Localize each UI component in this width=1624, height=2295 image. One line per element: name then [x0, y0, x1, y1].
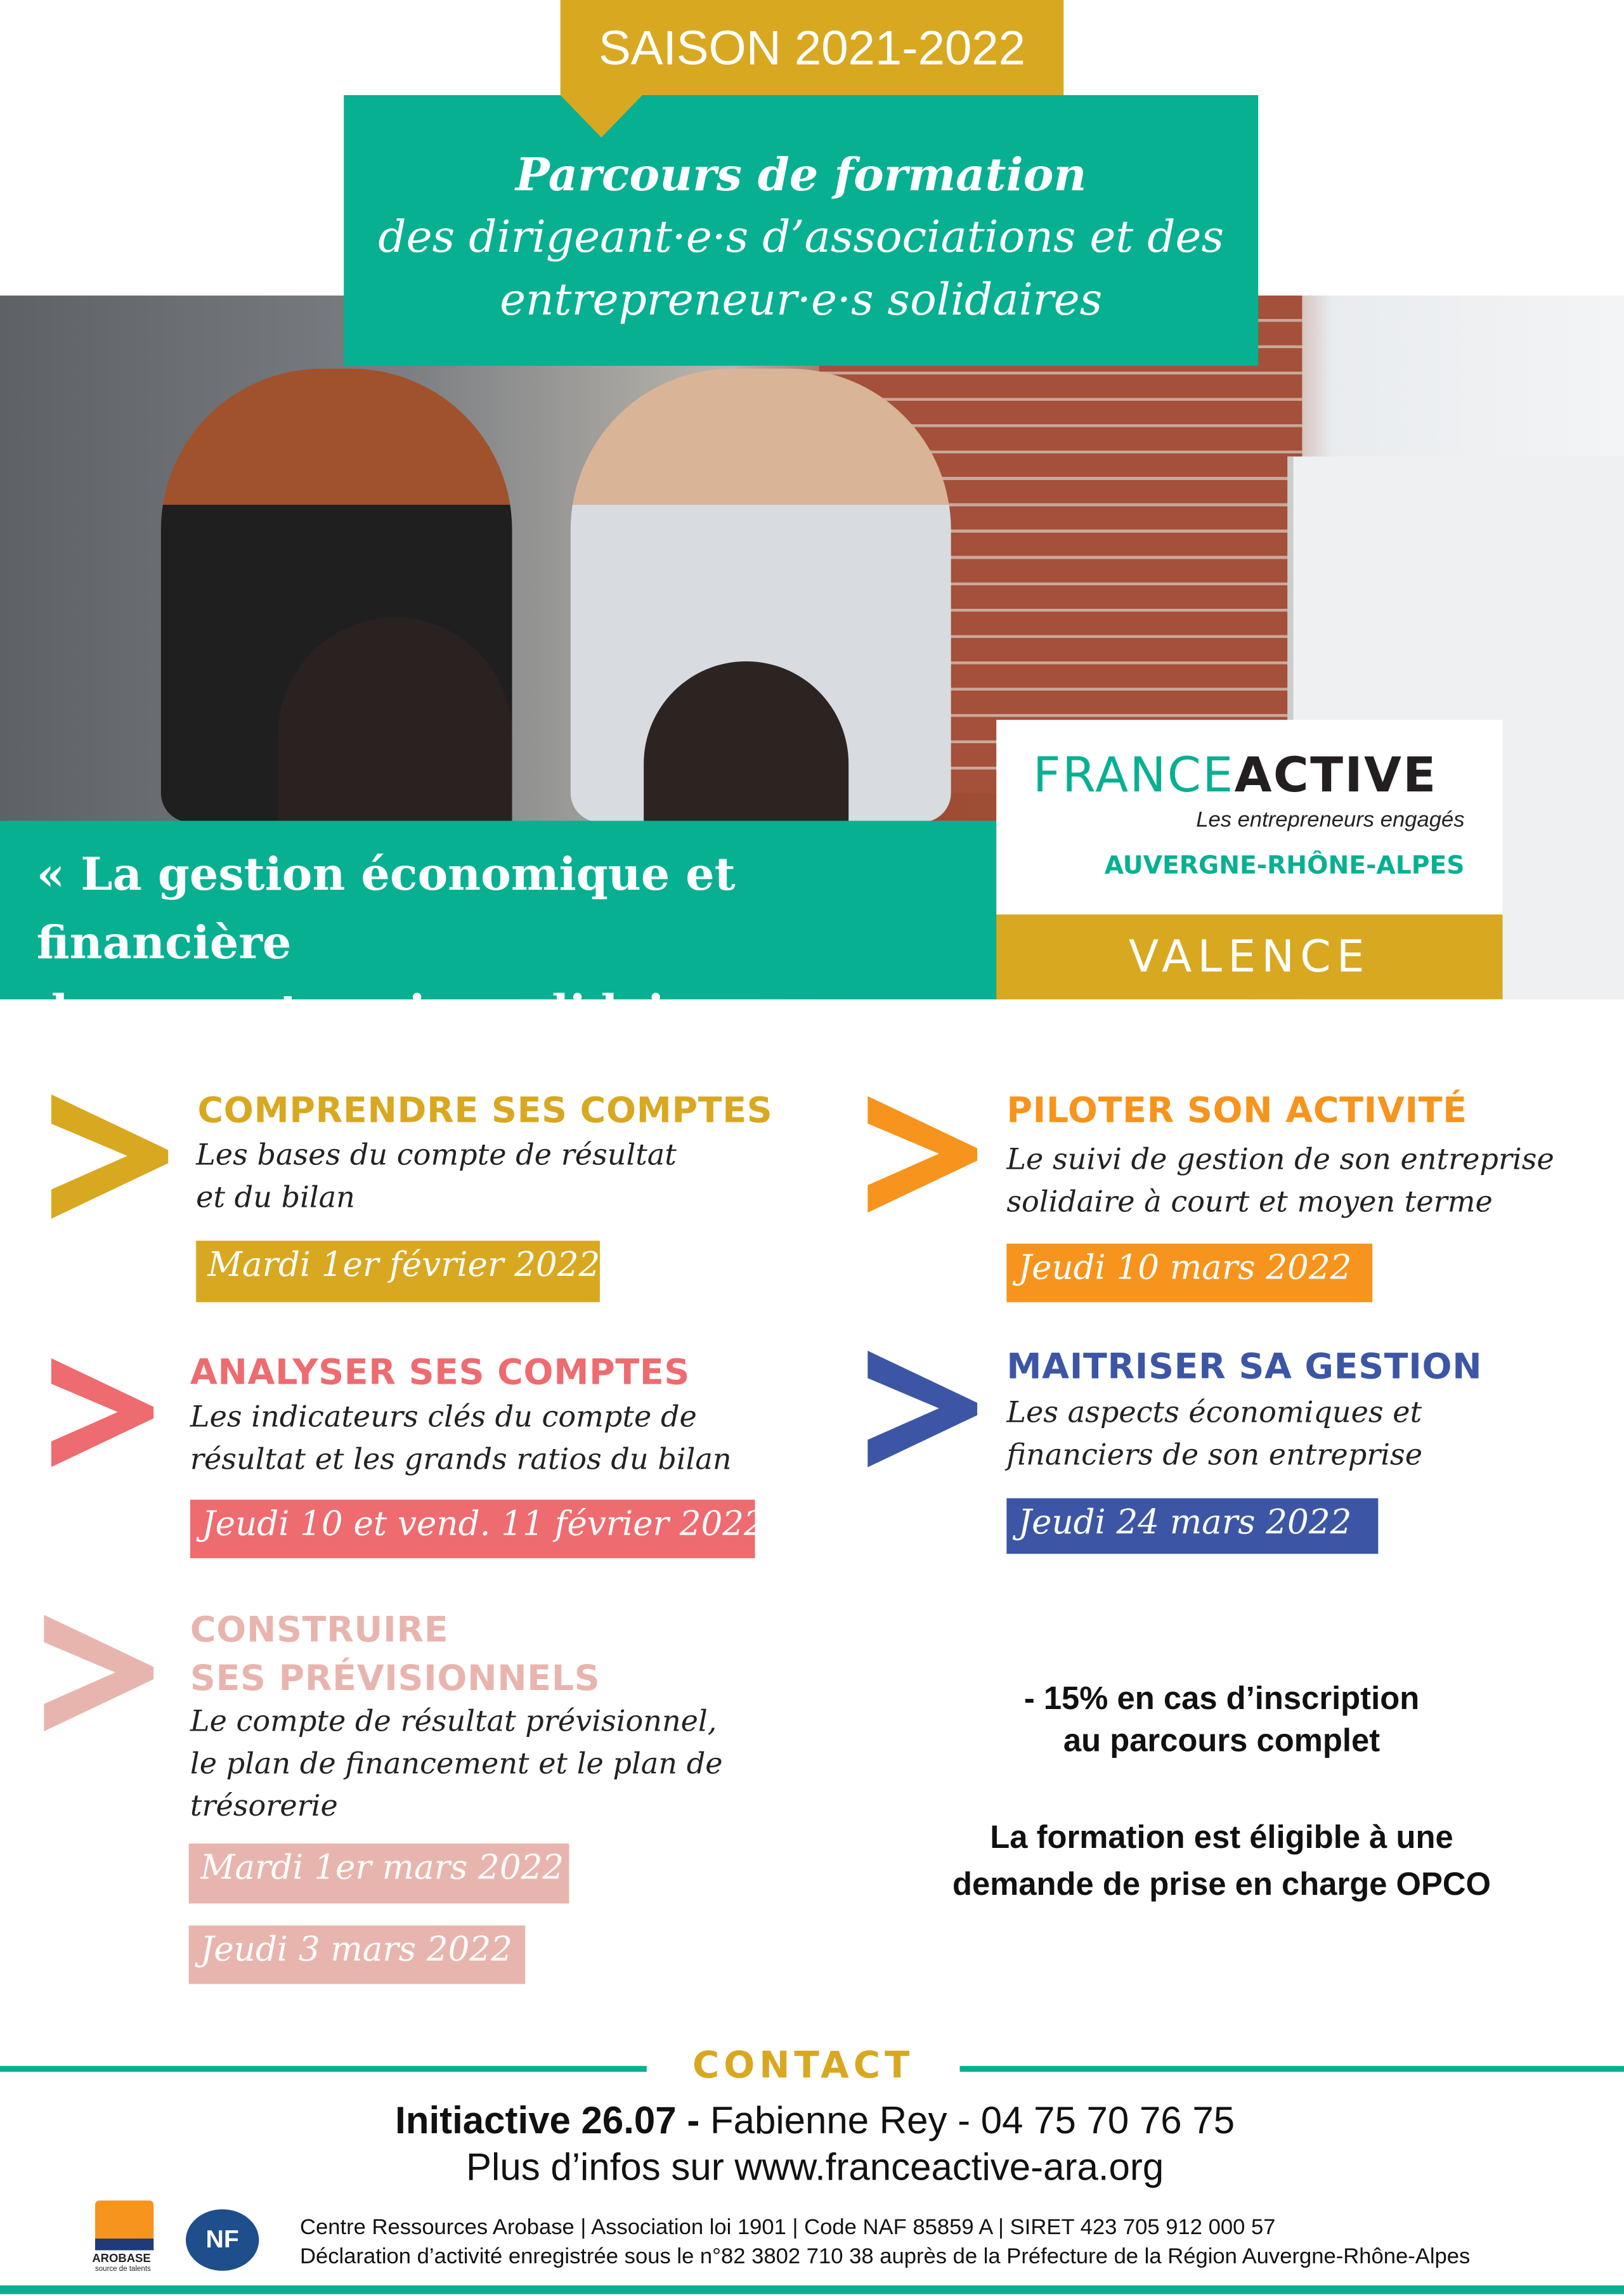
desc-line: financiers de son entreprise: [1006, 1436, 1423, 1473]
discount-note: [878, 1677, 1565, 1762]
bottom-bar: [0, 2285, 1624, 2294]
nf-label: NF: [205, 2225, 239, 2254]
module-4-date: Jeudi 24 mars 2022: [1006, 1499, 1378, 1554]
course-title-line-2: de son entreprise solidaire »: [36, 986, 762, 1039]
course-title-banner: [0, 821, 996, 1039]
contact-person: Fabienne Rey - 04 75 70 76 75: [699, 2098, 1235, 2142]
title-box: [344, 95, 1258, 366]
arobase-sub: source de talents: [94, 2265, 151, 2274]
desc-line: trésorerie: [190, 1788, 338, 1823]
desc-line: Le suivi de gestion de son entreprise: [1006, 1141, 1554, 1176]
logo-tagline: Les entrepreneurs engagés: [1196, 807, 1465, 833]
city-label: VALENCE: [1128, 931, 1370, 983]
season-tag-pointer: [561, 95, 642, 138]
discount-line: - 15% en cas d’inscription: [1023, 1679, 1420, 1717]
arobase-mark: [95, 2201, 153, 2242]
chevron-icon: [51, 1358, 154, 1467]
desc-line: Les bases du compte de résultat: [196, 1136, 677, 1173]
desc-line: le plan de financement et le plan de: [190, 1745, 723, 1781]
arobase-name: AROBASE: [92, 2251, 151, 2265]
title-line: CONSTRUIRE: [190, 1609, 449, 1651]
module-1-title: COMPRENDRE SES COMPTES: [197, 1089, 773, 1131]
desc-line: Les indicateurs clés du compte de: [190, 1398, 697, 1434]
module-2-title: PILOTER SON ACTIVITÉ: [1006, 1089, 1467, 1131]
course-title-line-1: « La gestion économique et financière: [36, 848, 736, 970]
opco-note: [878, 1814, 1565, 1908]
title-line-1: Parcours de formation: [515, 149, 1087, 202]
title-line-3: entrepreneur·e·s solidaires: [500, 275, 1103, 327]
desc-line: Les aspects économiques et: [1006, 1394, 1422, 1430]
desc-line: résultat et les grands ratios du bilan: [190, 1441, 732, 1476]
module-5-date-2: Jeudi 3 mars 2022: [189, 1925, 526, 1984]
legal-line-2: Déclaration d’activité enregistrée sous le n°82 3802 710 38 auprès de la Préfecture de la Région Auvergne-Rhône-Alpes: [299, 2244, 1471, 2270]
chevron-icon: [51, 1095, 169, 1219]
module-3-title: ANALYSER SES COMPTES: [190, 1351, 690, 1393]
discount-line: au parcours complet: [1063, 1722, 1380, 1759]
contact-org: Initiactive 26.07 -: [395, 2098, 700, 2142]
chevron-icon: [867, 1095, 977, 1214]
contact-line: [0, 2098, 1624, 2144]
module-5-desc: [190, 1700, 723, 1828]
legal-line-1: Centre Ressources Arobase | Association loi 1901 | Code NAF 85859 A | SIRET 423 705 912 000 57: [299, 2215, 1276, 2240]
logo-wordmark: [1033, 746, 1438, 803]
season-label: SAISON 2021-2022: [599, 20, 1025, 74]
module-2-date: Jeudi 10 mars 2022: [1006, 1244, 1372, 1302]
desc-line: et du bilan: [196, 1179, 355, 1214]
module-3-date: Jeudi 10 et vend. 11 février 2022: [190, 1500, 755, 1558]
arobase-base: [95, 2239, 153, 2250]
module-4-desc: [1006, 1391, 1422, 1476]
module-5-date-1: Mardi 1er mars 2022: [189, 1843, 569, 1904]
module-1-date: Mardi 1er février 2022: [196, 1241, 600, 1303]
divider-right: [960, 2066, 1624, 2072]
desc-line: solidaire à court et moyen terme: [1006, 1183, 1493, 1219]
module-4-title: MAITRISER SA GESTION: [1006, 1346, 1483, 1388]
logo-france: FRANCE: [1032, 746, 1235, 803]
desc-line: Le compte de résultat prévisionnel,: [190, 1703, 717, 1738]
season-tag: [561, 0, 1064, 95]
module-3-desc: [190, 1396, 732, 1481]
legal-info: [300, 2214, 1470, 2272]
opco-line: demande de prise en charge OPCO: [952, 1865, 1491, 1902]
module-2-desc: [1006, 1138, 1554, 1223]
title-line: SES PRÉVISIONNELS: [190, 1658, 601, 1699]
opco-line: La formation est éligible à une: [990, 1818, 1453, 1856]
logo-region: AUVERGNE-RHÔNE-ALPES: [1104, 851, 1465, 881]
france-active-logo: [996, 720, 1502, 914]
arobase-logo: [81, 2197, 168, 2277]
website-link[interactable]: Plus d’infos sur www.franceactive-ara.org: [465, 2145, 1164, 2189]
module-5-title: [190, 1606, 600, 1703]
chevron-icon: [44, 1613, 153, 1734]
logo-active: ACTIVE: [1234, 746, 1438, 803]
city-band: [996, 914, 1502, 999]
contact-heading: CONTACT: [692, 2044, 914, 2087]
module-1-desc: [196, 1134, 677, 1219]
chevron-icon: [867, 1349, 977, 1469]
nf-service-logo: [186, 2209, 259, 2271]
divider-left: [0, 2066, 647, 2072]
title-line-2: des dirigeant·e·s d’associations et des: [378, 212, 1224, 264]
